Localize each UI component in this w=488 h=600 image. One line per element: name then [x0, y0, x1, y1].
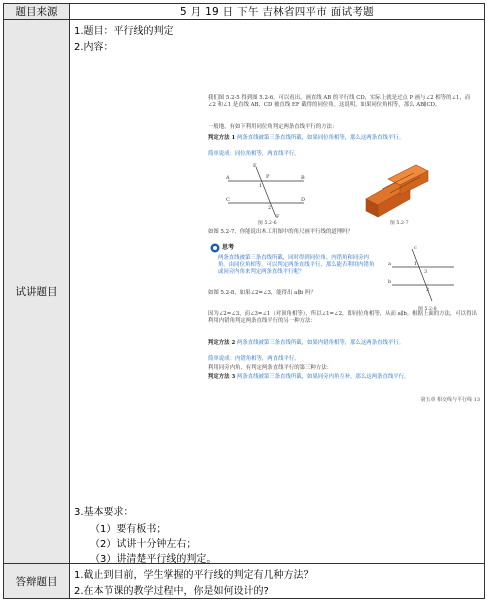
fig3-caption: 图 5.2-8	[418, 307, 437, 312]
para1: 我们图 5.2-5 得到图 5.2-6，可以看出，画直线 AB 的平行线 CD，实际上就是过点 P 画与∠2 相等的∠1，而∠2 和∠1 是直线 AB、CD 被直线 EF 截得的同位角。这说明，如果同位角相等，那么 AB∥CD。	[208, 95, 471, 109]
rule1-label: 判定方法 1	[208, 135, 236, 141]
rule1-short	[208, 151, 478, 158]
label-lower-b: b	[388, 279, 392, 285]
lecture-content	[70, 20, 485, 564]
answer-label: 答辩题目	[4, 564, 70, 599]
rule2	[208, 340, 478, 347]
think-label: 思考	[222, 244, 235, 251]
rule2-short	[208, 356, 478, 363]
question-1: 1.截止到目前，学生掌握的平行线的判定有几种方法？	[74, 570, 314, 581]
label-e: E	[253, 163, 257, 169]
answer-row	[4, 564, 485, 599]
rule1-short-text: 简单说成：同位角相等，两直线平行。	[208, 151, 300, 157]
rule3-text: 两条直线被第三条直线所截，如果同旁内角互补，那么这两条直线平行。	[236, 374, 410, 380]
textbook-excerpt	[208, 95, 486, 455]
para4: 如图 5.2-8，如果∠2=∠3，能得出 a∥b 吗？	[208, 290, 316, 296]
rule2-text: 两条直线被第三条直线所截，如果内错角相等，那么这两条直线平行。	[236, 340, 405, 346]
label-a: A	[226, 175, 230, 181]
source-value: 5 月 19 日 下午 吉林省四平市 面试考题	[70, 4, 485, 20]
requirement-2: （2）试讲十分钟左右；	[90, 539, 197, 550]
requirement-3: （3）讲清楚平行线的判定。	[90, 554, 217, 565]
label-lower-c: c	[414, 245, 417, 251]
think-text: 两条直线被第三条直线所截，同时得到同位角、内错角和同旁内角。由同位角相等，可以判定两条直线平行，那么能否利用内错角或同旁内角来判定两条直线平行呢？	[218, 255, 375, 276]
para2: 一般地，有如下利用同位角判定两条直线平行的方法：	[208, 124, 338, 130]
lecture-row	[4, 20, 485, 564]
rule3-label: 判定方法 3	[208, 374, 236, 380]
para5: 因为∠2=∠3，而∠3=∠1（对顶角相等），所以∠1=∠2，即同位角相等，从而 a∥b。根据上面的方法，可以得出利用内错角判定两条直线平行的另一种方法：	[208, 311, 477, 325]
label-b: B	[301, 175, 305, 181]
label-fig3-3: 3	[424, 269, 428, 275]
label-lower-a: a	[388, 261, 391, 267]
figure-5-2-6	[226, 161, 306, 219]
answer-content	[70, 564, 485, 599]
label-2: 2	[268, 205, 272, 211]
label-c: C	[226, 197, 230, 203]
topic-line: 1.题目：平行线的判定	[74, 26, 174, 37]
para3: 如图 5.2-7，你能说出木工用图中的角尺画平行线的道理吗？	[208, 229, 353, 235]
rule1-text: 两条直线被第三条直线所截，如果同位角相等，那么这两条直线平行。	[236, 135, 405, 141]
question-2: 2.在本节课的教学过程中，你是如何设计的?	[74, 586, 269, 597]
rule2-short-text: 简单说成：内错角相等，两直线平行。	[208, 356, 300, 362]
label-fig3-2: 2	[426, 287, 430, 293]
label-f: F	[276, 214, 280, 219]
label-d: D	[301, 197, 306, 203]
para6: 利用同旁内角，有判定两条直线平行的第三种方法：	[208, 365, 332, 371]
content-label: 2.内容：	[74, 42, 114, 53]
label-1: 1	[259, 183, 263, 189]
fig1-caption: 图 5.2-6	[258, 221, 277, 226]
lecture-label: 试讲题目	[4, 20, 70, 564]
requirement-1: （1）要有板书；	[90, 524, 167, 535]
rule1	[208, 135, 478, 142]
source-label: 题目来源	[4, 4, 70, 20]
label-p: P	[266, 174, 270, 180]
rule2-label: 判定方法 2	[208, 340, 236, 346]
question-table	[3, 3, 485, 599]
fig2-caption: 图 5.2-7	[390, 221, 409, 226]
source-row	[4, 4, 485, 20]
textbook-footer: 第五章 相交线与平行线 13	[420, 397, 480, 403]
requirements-label: 3.基本要求：	[74, 507, 134, 518]
figure-5-2-8	[388, 245, 458, 303]
rule3	[208, 374, 478, 381]
label-fig3-1: 1	[414, 261, 418, 267]
figure-5-2-7-carpenter-square	[358, 159, 438, 221]
think-icon	[210, 243, 220, 253]
